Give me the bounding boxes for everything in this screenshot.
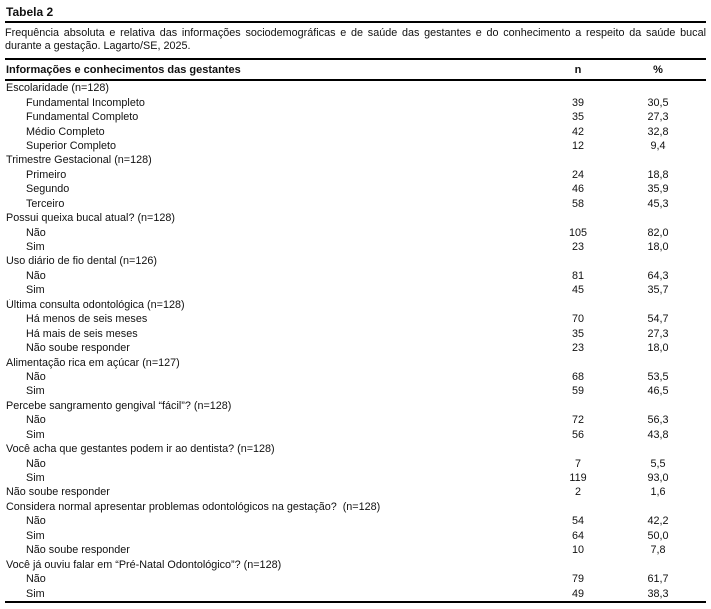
row-pct-value: 45,3: [647, 197, 669, 210]
row-n-value: 72: [571, 414, 584, 427]
table-row: [5, 399, 706, 413]
row-label: Superior Completo: [26, 139, 117, 152]
table-row: [5, 341, 706, 355]
table-row: [5, 500, 706, 514]
table-row: [5, 283, 706, 297]
row-n-value: 105: [568, 226, 587, 239]
row-label: Não soube responder: [26, 544, 130, 557]
row-n-value: 119: [569, 472, 587, 485]
header-col-informacoes: Informações e conhecimentos das gestantes: [6, 63, 241, 76]
table-row: [5, 586, 706, 600]
row-label: Médio Completo: [26, 125, 105, 138]
row-label: Alimentação rica em açúcar (n=127): [6, 356, 180, 369]
row-pct-value: 9,4: [650, 139, 666, 152]
table-row: [5, 572, 706, 586]
row-n-value: 56: [571, 428, 584, 441]
table-row: [5, 529, 706, 543]
row-label: Sim: [26, 428, 45, 441]
row-n-value: 79: [571, 573, 584, 586]
row-pct-value: 1,6: [650, 486, 666, 499]
row-pct-value: 53,5: [647, 370, 669, 383]
row-n-value: 23: [571, 342, 584, 355]
row-label: Há mais de seis meses: [26, 327, 138, 340]
row-pct-value: 18,0: [647, 241, 669, 254]
row-label: Sim: [26, 529, 45, 542]
row-n-value: 7: [574, 457, 581, 470]
table-header-row: [5, 58, 706, 81]
rule-table-bottom: [5, 601, 706, 603]
table-row: [5, 298, 706, 312]
table-row: [5, 355, 706, 369]
table-row: [5, 485, 706, 499]
row-label: Não: [26, 573, 46, 586]
row-label: Fundamental Incompleto: [26, 96, 145, 109]
row-label: Trimestre Gestacional (n=128): [6, 154, 152, 167]
row-label: Terceiro: [26, 197, 65, 210]
row-n-value: 23: [571, 241, 584, 254]
row-n-value: 45: [571, 284, 584, 297]
row-n-value: 46: [571, 183, 584, 196]
row-pct-value: 56,3: [647, 414, 669, 427]
table-row: [5, 254, 706, 268]
table-row: [5, 197, 706, 211]
row-label: Você acha que gestantes podem ir ao dentista? (n=128): [6, 443, 275, 456]
table-row: [5, 413, 706, 427]
table-row: [5, 269, 706, 283]
row-label: Há menos de seis meses: [26, 313, 148, 326]
row-label: Não: [26, 515, 46, 528]
rule-under-label: [5, 21, 706, 23]
table-row: [5, 428, 706, 442]
row-pct-value: 82,0: [647, 226, 669, 239]
row-n-value: 24: [571, 168, 584, 181]
row-n-value: 42: [571, 125, 584, 138]
row-label: Não: [26, 457, 46, 470]
row-pct-value: 5,5: [650, 457, 666, 470]
row-n-value: 68: [571, 370, 584, 383]
header-col-percent: %: [653, 63, 663, 76]
row-pct-value: 18,0: [647, 342, 669, 355]
row-label: Não soube responder: [6, 486, 110, 499]
row-n-value: 49: [571, 587, 584, 600]
row-label: Sim: [26, 385, 45, 398]
row-n-value: 35: [571, 111, 584, 124]
row-pct-value: 93,0: [647, 472, 669, 485]
row-label: Percebe sangramento gengival “fácil”? (n=128): [6, 399, 232, 412]
table-row: [5, 124, 706, 138]
row-n-value: 54: [571, 515, 584, 528]
table-row: [5, 95, 706, 109]
table-row: [5, 456, 706, 470]
row-pct-value: 61,7: [647, 573, 669, 586]
table-row: [5, 557, 706, 571]
row-n-value: 59: [571, 385, 584, 398]
row-pct-value: 30,5: [647, 96, 669, 109]
table-row: [5, 543, 706, 557]
table-row: [5, 225, 706, 239]
row-pct-value: 35,9: [647, 183, 669, 196]
row-pct-value: 7,8: [650, 544, 666, 557]
table-row: [5, 471, 706, 485]
row-n-value: 35: [571, 327, 584, 340]
table-row: [5, 211, 706, 225]
row-pct-value: 38,3: [647, 587, 669, 600]
row-label: Considera normal apresentar problemas odontológicos na gestação? (n=128): [6, 500, 381, 513]
row-n-value: 70: [571, 313, 584, 326]
table-label: Tabela 2: [6, 5, 54, 19]
row-label: Escolaridade (n=128): [6, 82, 109, 95]
row-label: Última consulta odontológica (n=128): [6, 298, 185, 311]
row-n-value: 10: [571, 544, 584, 557]
row-pct-value: 43,8: [647, 428, 669, 441]
table-row: [5, 240, 706, 254]
row-pct-value: 27,3: [647, 111, 669, 124]
row-pct-value: 64,3: [647, 269, 669, 282]
row-label: Primeiro: [26, 168, 67, 181]
row-pct-value: 46,5: [647, 385, 669, 398]
table-row: [5, 153, 706, 167]
row-n-value: 81: [571, 269, 584, 282]
row-n-value: 2: [574, 486, 581, 499]
row-pct-value: 18,8: [647, 168, 669, 181]
table-row: [5, 442, 706, 456]
table-body: [5, 81, 706, 601]
row-n-value: 58: [571, 197, 584, 210]
row-label: Sim: [26, 472, 45, 485]
row-n-value: 39: [571, 96, 584, 109]
table-row: [5, 81, 706, 95]
row-pct-value: 35,7: [647, 284, 669, 297]
row-pct-value: 54,7: [647, 313, 669, 326]
row-label: Sim: [26, 284, 45, 297]
row-pct-value: 32,8: [647, 125, 669, 138]
row-pct-value: 50,0: [647, 529, 669, 542]
row-label: Você já ouviu falar em “Pré-Natal Odontológico”? (n=128): [6, 558, 282, 571]
row-label: Fundamental Completo: [26, 111, 139, 124]
table-row: [5, 139, 706, 153]
table-row: [5, 168, 706, 182]
row-label: Não: [26, 269, 46, 282]
header-col-n: n: [574, 63, 582, 76]
row-label: Não: [26, 414, 46, 427]
table-row: [5, 312, 706, 326]
row-label: Não: [26, 226, 46, 239]
table-row: [5, 370, 706, 384]
row-n-value: 64: [571, 529, 584, 542]
table-caption: Frequência absoluta e relativa das informações sociodemográficas e de saúde das gestantes e do conhecimento a respeito da saúde bucal durante a gestação. Lagarto/SE, 2025.: [5, 27, 706, 52]
row-label: Uso diário de fio dental (n=126): [6, 255, 157, 268]
row-label: Sim: [26, 241, 45, 254]
table-row: [5, 326, 706, 340]
row-label: Segundo: [26, 183, 70, 196]
row-label: Possui queixa bucal atual? (n=128): [6, 212, 175, 225]
row-n-value: 12: [571, 139, 584, 152]
row-pct-value: 42,2: [647, 515, 669, 528]
row-pct-value: 27,3: [647, 327, 669, 340]
row-label: Não soube responder: [26, 342, 130, 355]
table-row: [5, 514, 706, 528]
row-label: Não: [26, 370, 46, 383]
table-row: [5, 182, 706, 196]
table-row: [5, 384, 706, 398]
table-row: [5, 110, 706, 124]
row-label: Sim: [26, 587, 45, 600]
